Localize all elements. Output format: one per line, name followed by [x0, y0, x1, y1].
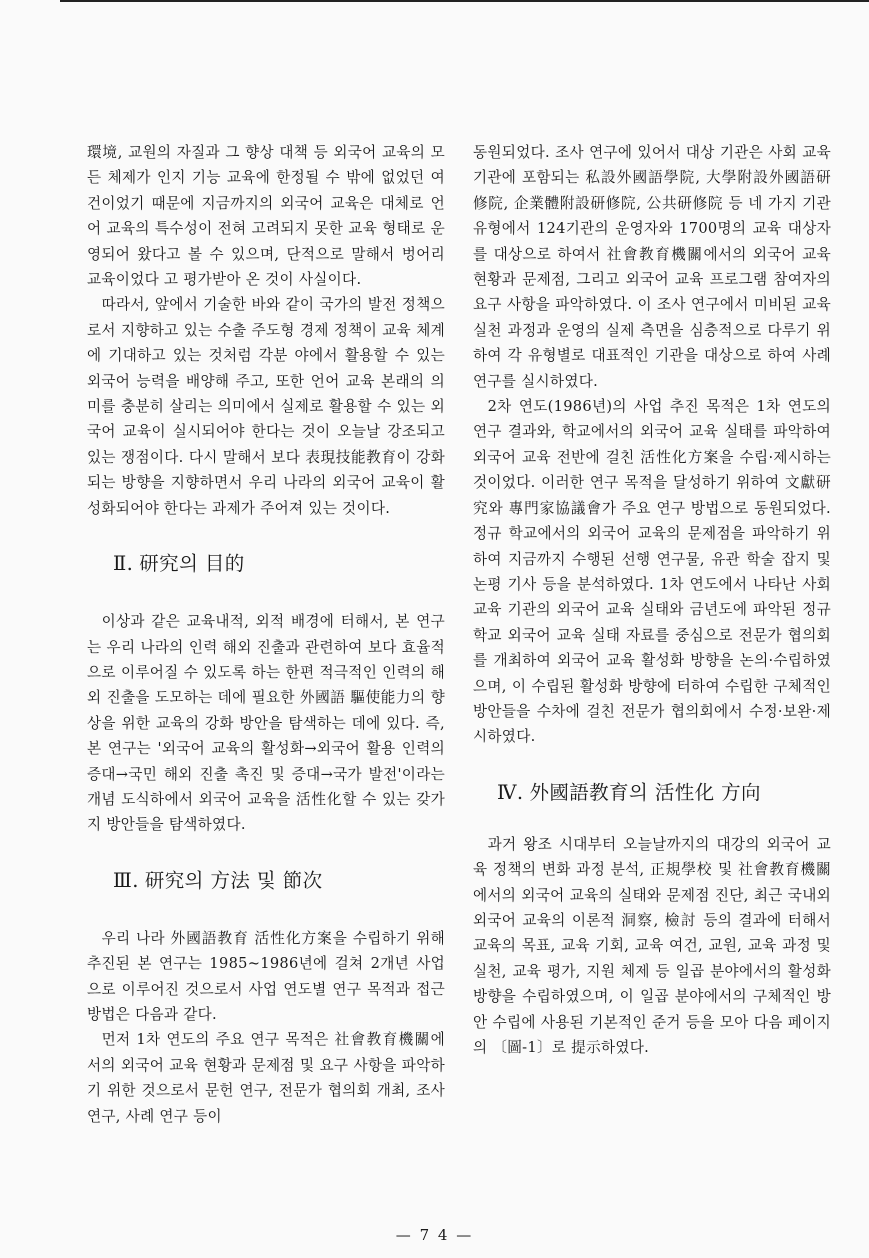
intro-paragraph-2: 따라서, 앞에서 기술한 바와 같이 국가의 발전 정책으로서 지향하고 있는 수출 주도형 경제 정책이 교육 체계에 기대하고 있는 것처럼 각분 야에서 활용할 수 있는 외국어 능력을 배양해 주고, 또한 언어 교육 본래의 의미를 충분히 살리는 의미에서 실제로 활용할 수 있는 외국어 교육이 실시되어야 한다는 것이 오늘날 강조되고 있는 쟁점이다. 다시 말해서 보다 表現技能教育이 강화되는 방향을 지향하면서 우리 나라의 외국어 교육이 활성화되어야 한다는 과제가 주어져 있는 것이다. [87, 296, 445, 517]
section-2-title: 研究의 目的 [139, 552, 245, 576]
section-3-number: Ⅲ. [113, 868, 139, 892]
page-number: — 7 4 — [395, 1226, 474, 1244]
right-column [473, 140, 831, 1060]
intro-paragraph-1: 環境, 교원의 자질과 그 향상 대책 등 외국어 교육의 모든 체제가 인지 기능 교육에 한정될 수 밖에 없었던 여건이었기 때문에 지금까지의 외국어 교육은 대체로 언어 교육의 특수성이 전혀 고려되지 못한 교육 형태로 운영되어 왔다고 볼 수 있으며, 단적으로 말해서 벙어리 교육이었다 고 평가받아 온 것이 사실이다. [87, 144, 445, 289]
left-column [87, 140, 445, 1129]
continued-paragraph-1: 동원되었다. 조사 연구에 있어서 대상 기관은 사회 교육 기관에 포함되는 私設外國語學院, 大學附設外國語研修院, 企業體附設研修院, 公共研修院 등 네 가지 기관 유형에서 124기관의 운영자와 1700명의 교육 대상자를 대상으로 하여서 社會教育機關에서의 외국어 교육 현황과 문제점, 그리고 외국어 교육 프로그램 참여자의 요구 사항을 파악하였다. 이 조사 연구에서 미비된 교육 실천 과정과 운영의 실제 측면을 심층적으로 다루기 위하여 각 유형별로 대표적인 기관을 대상으로 하여 사례 연구를 실시하였다. [473, 144, 831, 390]
section-3-title: 研究의 方法 및 節次 [144, 868, 323, 892]
continued-paragraph-2: 2차 연도(1986년)의 사업 추진 목적은 1차 연도의 연구 결과와, 학교에서의 외국어 교육 실태를 파악하여 외국어 교육 전반에 걸친 活性化方案을 수립·제시하는 것이었다. 이러한 연구 목적을 달성하기 위하여 文獻研究와 專門家協議會가 주요 연구 방법으로 동원되었다. 정규 학교에서의 외국어 교육의 문제점을 파악하기 위하여 지금까지 수행된 선행 연구물, 유관 학술 잡지 및 논평 기사 등을 분석하였다. 1차 연도에서 나타난 사회 교육 기관의 외국어 교육 실태와 금년도에 파악된 정규 학교 외국어 교육 실태 자료를 중심으로 전문가 협의회를 개최하여 외국어 교육 활성화 방향을 논의·수립하였으며, 이 수립된 활성화 방향에 터하여 수립한 구체적인 방안들을 수차에 걸친 전문가 협의회에서 수정·보완·제시하였다. [473, 398, 831, 746]
section-4-number: Ⅳ. [497, 780, 524, 804]
section-4-heading [473, 750, 831, 832]
section-3-paragraph-1: 우리 나라 外國語教育 活性化方案을 수립하기 위해 추진된 본 연구는 1985~1986년에 걸쳐 2개년 사업으로 이루어진 것으로서 사업 연도별 연구 목적과 접근 방법은 다음과 같다. [87, 929, 445, 1023]
section-2-paragraph-1: 이상과 같은 교육내적, 외적 배경에 터해서, 본 연구는 우리 나라의 인력 해외 진출과 관련하여 보다 효율적으로 이루어질 수 있도록 하는 한편 적극적인 인력의 해외 진출을 도모하는 데에 필요한 外國語 驅使能力의 향상을 위한 교육의 강화 방안을 탐색하는 데에 있다. 즉, 본 연구는 '외국어 교육의 활성화→외국어 활용 인력의 증대→국민 해외 진출 촉진 및 증대→국가 발전'이라는 개념 도식하에서 외국어 교육을 活性化할 수 있는 갖가지 방안들을 탐색하였다. [87, 613, 445, 834]
section-3-paragraph-2: 먼저 1차 연도의 주요 연구 목적은 社會教育機關에서의 외국어 교육 현황과 문제점 및 요구 사항을 파악하기 위한 것으로서 문헌 연구, 전문가 협의회 개최, 조사 연구, 사례 연구 등이 [87, 1031, 445, 1125]
section-2-number: Ⅱ. [113, 552, 134, 576]
section-4-title: 外國語教育의 活性化 方向 [529, 780, 761, 804]
section-3-heading [87, 838, 445, 926]
top-rule [60, 0, 869, 2]
section-2-heading [87, 521, 445, 609]
section-4-paragraph-1: 과거 왕조 시대부터 오늘날까지의 대강의 외국어 교육 정책의 변화 과정 분석, 正規學校 및 社會教育機關에서의 외국어 교육의 실태와 문제점 진단, 최근 국내외 외국어 교육의 이론적 洞察, 檢討 등의 결과에 터해서 교육의 목표, 교육 기회, 교육 여건, 교원, 교육 과정 및 실천, 교육 평가, 지원 체제 등 일곱 분야에서의 활성화 방향을 수립하였으며, 이 일곱 분야에서의 구체적인 방안 수립에 사용된 기본적인 준거 등을 모아 다음 페이지의 〔圖-1〕로 提示하였다. [473, 835, 831, 1056]
